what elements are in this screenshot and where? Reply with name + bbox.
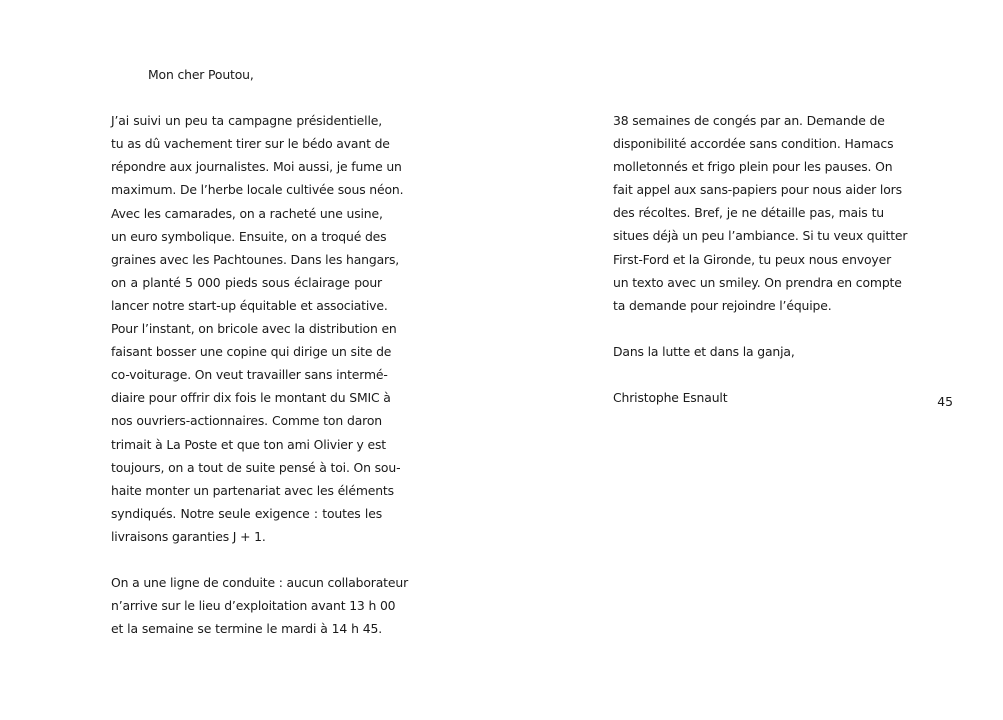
page-number: 45 bbox=[937, 394, 953, 409]
text-line: n’arrive sur le lieu d’exploitation avant 13 h 00 bbox=[111, 598, 396, 614]
text-line: nos ouvriers-actionnaires. Comme ton daron bbox=[111, 413, 382, 429]
text-line: On a une ligne de conduite : aucun collaborateur bbox=[111, 575, 409, 591]
text-line: fait appel aux sans-papiers pour nous aider lors bbox=[613, 182, 902, 198]
text-line: diaire pour offrir dix fois le montant du SMIC à bbox=[111, 390, 391, 406]
text-line: graines avec les Pachtounes. Dans les hangars, bbox=[111, 251, 400, 267]
text-line: syndiqués. Notre seule exigence : toutes les bbox=[111, 505, 382, 521]
text-line: un euro symbolique. Ensuite, on a troqué des bbox=[111, 228, 387, 244]
text-line: ta demande pour rejoindre l’équipe. bbox=[613, 297, 832, 313]
right-page-text bbox=[613, 109, 908, 409]
text-line: tu as dû vachement tirer sur le bédo avant de bbox=[111, 136, 390, 152]
text-line: First-Ford et la Gironde, tu peux nous envoyer bbox=[613, 251, 892, 267]
left-page-text bbox=[111, 63, 409, 640]
text-line: un texto avec un smiley. On prendra en compte bbox=[613, 274, 902, 290]
text-line: et la semaine se termine le mardi à 14 h 45. bbox=[111, 621, 382, 637]
text-line: répondre aux journalistes. Moi aussi, je fume un bbox=[111, 159, 402, 175]
text-line: livraisons garanties J + 1. bbox=[111, 528, 266, 544]
text-line: maximum. De l’herbe locale cultivée sous néon. bbox=[111, 182, 404, 198]
text-line: trimait à La Poste et que ton ami Olivier y est bbox=[111, 436, 386, 452]
paragraph-gap bbox=[613, 317, 884, 340]
signature: Christophe Esnault bbox=[613, 390, 728, 406]
text-line: haite monter un partenariat avec les éléments bbox=[111, 482, 394, 498]
text-line: toujours, on a tout de suite pensé à toi. On sou- bbox=[111, 459, 401, 475]
text-line: disponibilité accordée sans condition. Hamacs bbox=[613, 136, 894, 152]
text-line: 38 semaines de congés par an. Demande de bbox=[613, 113, 885, 128]
text-line: molletonnés et frigo plein pour les pauses. On bbox=[613, 159, 893, 175]
text-line: faisant bosser une copine qui dirige un site de bbox=[111, 344, 392, 360]
text-line: Pour l’instant, on bricole avec la distribution en bbox=[111, 321, 397, 337]
paragraph-gap bbox=[613, 363, 884, 386]
salutation: Mon cher Poutou, bbox=[148, 67, 254, 82]
text-line: J’ai suivi un peu ta campagne présidentielle, bbox=[111, 113, 382, 129]
left-paragraph-2 bbox=[111, 571, 409, 640]
text-line: lancer notre start-up équitable et associative. bbox=[111, 297, 388, 313]
right-paragraph-1 bbox=[613, 109, 908, 317]
paragraph-gap bbox=[111, 86, 382, 109]
text-line: on a planté 5 000 pieds sous éclairage pour bbox=[111, 274, 382, 290]
left-paragraph-1 bbox=[111, 109, 404, 548]
paragraph-gap bbox=[111, 548, 382, 571]
text-line: situes déjà un peu l’ambiance. Si tu veux quitter bbox=[613, 228, 908, 244]
closing-line: Dans la lutte et dans la ganja, bbox=[613, 343, 795, 359]
text-line: Avec les camarades, on a racheté une usine, bbox=[111, 205, 383, 221]
text-line: co-voiturage. On veut travailler sans intermé- bbox=[111, 367, 388, 383]
text-line: des récoltes. Bref, je ne détaille pas, mais tu bbox=[613, 205, 884, 221]
